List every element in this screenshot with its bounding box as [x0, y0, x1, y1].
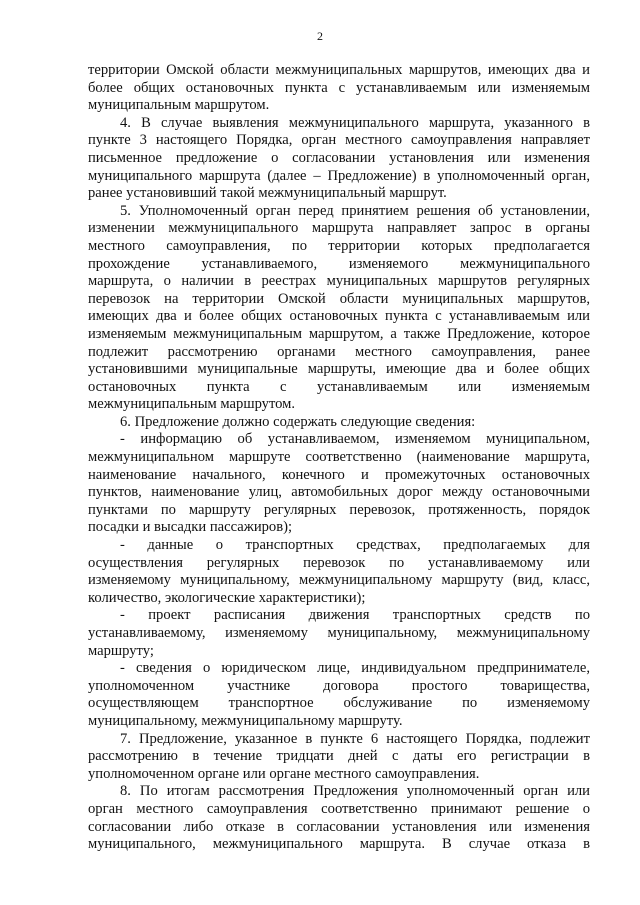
text-line: согласовании либо отказе в согласовании установления или изменения: [88, 818, 590, 835]
text-line: 6. Предложение должно содержать следующие сведения:: [120, 413, 476, 430]
text-line: муниципальному, межмуниципальному маршруту.: [88, 712, 403, 729]
text-line: пунктов, наименование улиц, автомобильных дорог между остановочными: [88, 484, 590, 501]
document-body: [88, 62, 590, 854]
text-line: межмуниципальном маршруте соответственно (наименование маршрута,: [88, 449, 590, 466]
text-line: осуществления регулярных перевозок по устанавливаемому или: [88, 554, 590, 571]
text-line: муниципальным маршрутом.: [88, 97, 270, 114]
text-line: 7. Предложение, указанное в пункте 6 настоящего Порядка, подлежит: [120, 730, 590, 747]
text-line: установившими муниципальные маршруты, имеющие два и более общих: [88, 361, 590, 378]
text-line: территории Омской области межмуниципальных маршрутов, имеющих два и: [88, 62, 590, 78]
text-line: маршруту;: [88, 642, 154, 659]
text-line: осуществляющем транспортное обслуживание по изменяемому: [88, 695, 590, 712]
text-line: 5. Уполномоченный орган перед принятием решения об установлении,: [120, 202, 590, 219]
text-line: - информацию об устанавливаемом, изменяемом муниципальном,: [120, 431, 590, 448]
text-line: - данные о транспортных средствах, предполагаемых для: [120, 537, 590, 554]
text-line: изменении межмуниципального маршрута направляет запрос в органы: [88, 220, 590, 237]
text-line: изменяемому муниципальному, межмуниципальному маршруту (вид, класс,: [88, 572, 590, 589]
text-line: муниципального, межмуниципального маршрута. В случае отказа в: [88, 836, 590, 853]
page-number: 2: [317, 29, 323, 43]
text-line: пункте 3 настоящего Порядка, орган местного самоуправления направляет: [88, 132, 590, 149]
text-line: посадки и высадки пассажиров);: [88, 519, 293, 536]
text-line: перевозок на территории Омской области муниципальных маршрутов,: [88, 290, 590, 307]
text-line: 4. В случае выявления межмуниципального маршрута, указанного в: [120, 114, 590, 131]
text-line: маршрута, о наличии в реестрах муниципальных маршрутов регулярных: [88, 273, 590, 290]
text-line: межмуниципальным маршрутом.: [88, 396, 296, 413]
text-line: наименование начального, конечного и промежуточных остановочных: [88, 466, 590, 483]
text-line: устанавливаемому, изменяемому муниципальному, межмуниципальному: [88, 625, 590, 641]
text-line: рассмотрению в течение тридцати дней с даты его регистрации в: [88, 748, 590, 765]
text-line: прохождение устанавливаемого, изменяемого межмуниципального: [88, 255, 590, 272]
text-line: - проект расписания движения транспортных средств по: [120, 607, 590, 624]
text-line: остановочных пункта с устанавливаемым или изменяемым: [88, 378, 590, 395]
text-line: орган местного самоуправления соответственно принимают решение о: [88, 800, 590, 817]
text-line: местного самоуправления, по территории которых предполагается: [88, 237, 590, 254]
text-line: изменяемым межмуниципальным маршрутом, а также Предложение, которое: [88, 325, 590, 342]
text-line: письменное предложение о согласовании установления или изменения: [88, 149, 590, 166]
text-line: уполномоченном органе или органе местного самоуправления.: [88, 765, 480, 782]
text-line: более общих остановочных пункта с устанавливаемым или изменяемым: [88, 79, 590, 96]
text-line: 8. По итогам рассмотрения Предложения уполномоченный орган или: [120, 783, 590, 800]
text-line: муниципального маршрута (далее – Предложение) в уполномоченный орган,: [88, 167, 590, 184]
text-line: имеющих два и более общих остановочных пункта с устанавливаемым или: [88, 308, 590, 325]
text-line: подлежит рассмотрению органами местного самоуправления, ранее: [88, 343, 590, 360]
text-line: уполномоченном участнике договора простого товарищества,: [88, 677, 590, 694]
text-line: количество, экологические характеристики);: [88, 589, 366, 606]
text-line: пунктами по маршруту регулярных перевозок, протяженность, порядок: [88, 501, 590, 518]
text-line: - сведения о юридическом лице, индивидуальном предпринимателе,: [120, 660, 590, 677]
text-line: ранее установивший такой межмуниципальный маршрут.: [88, 185, 447, 202]
